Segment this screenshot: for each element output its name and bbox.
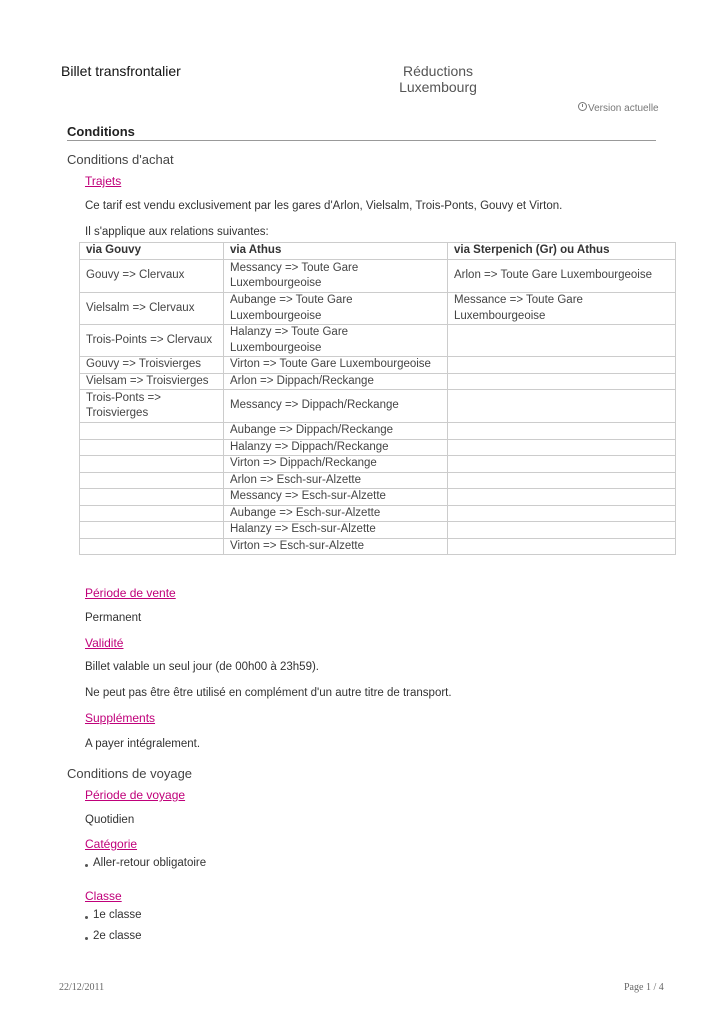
table-cell: Messancy => Toute Gare Luxembourgeoise [224,260,448,293]
link-periode-voyage[interactable]: Période de voyage [85,788,186,802]
trajets-intro: Ce tarif est vendu exclusivement par les gares d'Arlon, Vielsalm, Trois-Ponts, Gouvy et Virton. [85,200,563,212]
table-cell [80,439,224,456]
table-cell: Virton => Esch-sur-Alzette [224,538,448,555]
table-cell: Vielsalm => Clervaux [80,293,224,325]
table-row [80,423,676,440]
table-cell: Aubange => Esch-sur-Alzette [224,505,448,522]
table-cell [80,472,224,489]
table-cell: Trois-Points => Clervaux [80,325,224,357]
table-row [80,373,676,390]
link-classe[interactable]: Classe [85,889,122,903]
table-cell [448,439,676,456]
table-cell [448,538,676,555]
table-row [80,357,676,374]
link-categorie[interactable]: Catégorie [85,837,138,851]
bullet-icon [85,937,88,940]
table-cell [448,390,676,423]
section-title-conditions: Conditions [67,124,656,141]
table-row [80,293,676,325]
list-item-label: 2e classe [93,930,142,942]
table-cell [448,522,676,539]
version-link-label: Version actuelle [588,103,659,114]
table-cell [448,456,676,473]
table-cell: Aubange => Toute Gare Luxembourgeoise [224,293,448,325]
table-cell [448,357,676,374]
footer-page-number: Page 1 / 4 [624,982,664,993]
table-cell [448,373,676,390]
page-heading [380,63,496,95]
bullet-icon [85,916,88,919]
table-cell: Vielsam => Troisvierges [80,373,224,390]
table-cell: Gouvy => Clervaux [80,260,224,293]
table-row [80,439,676,456]
table-cell [80,489,224,506]
table-cell: Halanzy => Esch-sur-Alzette [224,522,448,539]
table-row [80,325,676,357]
table-row [80,522,676,539]
section-title-voyage: Conditions de voyage [67,766,193,781]
table-row [80,456,676,473]
table-header-row [80,243,676,260]
table-cell [80,456,224,473]
table-row [80,538,676,555]
routes-table [79,242,676,555]
bullet-icon [85,864,88,867]
table-cell: Trois-Ponts => Troisvierges [80,390,224,423]
table-row [80,472,676,489]
page-heading-line2: Luxembourg [399,79,477,95]
supplements-value: A payer intégralement. [85,738,201,750]
link-periode-vente[interactable]: Période de vente [85,586,176,600]
periode-voyage-value: Quotidien [85,814,135,826]
table-cell: Messance => Toute Gare Luxembourgeoise [448,293,676,325]
table-cell: Gouvy => Troisvierges [80,357,224,374]
validite-line1: Billet valable un seul jour (de 00h00 à 23h59). [85,661,319,673]
trajets-relations: Il s'applique aux relations suivantes: [85,226,269,238]
link-trajets[interactable]: Trajets [85,174,122,188]
table-cell [448,325,676,357]
table-cell: Virton => Dippach/Reckange [224,456,448,473]
table-row [80,505,676,522]
table-cell [448,505,676,522]
table-cell: Messancy => Dippach/Reckange [224,390,448,423]
table-cell [80,505,224,522]
list-item [85,857,206,869]
table-cell: Arlon => Toute Gare Luxembourgeoise [448,260,676,293]
table-cell [80,522,224,539]
section-title-achat: Conditions d'achat [67,152,174,167]
list-item-label: 1e classe [93,909,142,921]
link-validite[interactable]: Validité [85,636,124,650]
table-cell: Messancy => Esch-sur-Alzette [224,489,448,506]
table-cell: Arlon => Esch-sur-Alzette [224,472,448,489]
list-item-label: Aller-retour obligatoire [93,857,207,869]
table-cell: Halanzy => Toute Gare Luxembourgeoise [224,325,448,357]
link-supplements[interactable]: Suppléments [85,711,156,725]
table-cell [448,472,676,489]
clock-icon [578,102,587,111]
table-cell [448,423,676,440]
table-cell [448,489,676,506]
column-header: via Gouvy [80,243,224,260]
table-cell [80,423,224,440]
table-row [80,260,676,293]
validite-line2: Ne peut pas être être utilisé en complément d'un autre titre de transport. [85,687,452,699]
column-header: via Sterpenich (Gr) ou Athus [448,243,676,260]
column-header: via Athus [224,243,448,260]
table-cell [80,538,224,555]
version-link[interactable] [578,103,659,114]
list-item [85,909,142,921]
document-title: Billet transfrontalier [61,63,181,79]
list-item [85,930,142,942]
table-cell: Aubange => Dippach/Reckange [224,423,448,440]
footer-date: 22/12/2011 [59,982,105,993]
page-heading-line1: Réductions [402,63,474,79]
table-cell: Virton => Toute Gare Luxembourgeoise [224,357,448,374]
table-cell: Halanzy => Dippach/Reckange [224,439,448,456]
table-row [80,489,676,506]
periode-vente-value: Permanent [85,612,142,624]
table-row [80,390,676,423]
table-cell: Arlon => Dippach/Reckange [224,373,448,390]
